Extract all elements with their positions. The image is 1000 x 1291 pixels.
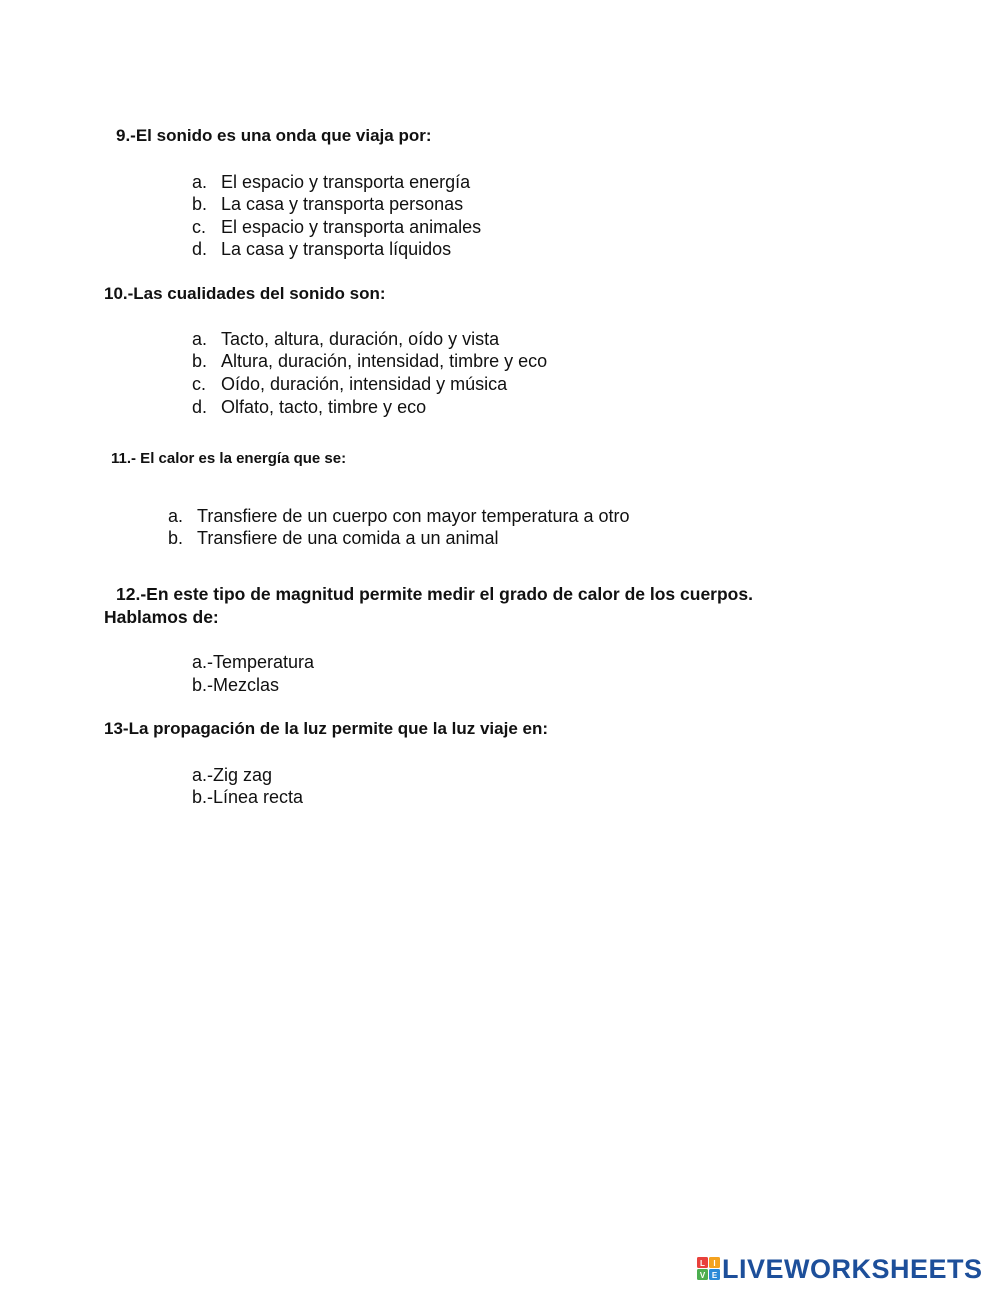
logo-tile-i-text: I bbox=[713, 1259, 716, 1268]
question-9-title: 9.-El sonido es una onda que viaja por: bbox=[116, 126, 432, 145]
option-letter: b. bbox=[192, 194, 208, 214]
option-text: El espacio y transporta animales bbox=[221, 217, 482, 237]
question-13-option-a: a.-Zig zag bbox=[192, 765, 273, 785]
option-text: Transfiere de un cuerpo con mayor temperatura a otro bbox=[197, 506, 630, 526]
logo-tile-v-text: V bbox=[699, 1271, 706, 1280]
question-10-option-c bbox=[192, 373, 507, 395]
option-text: Olfato, tacto, timbre y eco bbox=[221, 397, 427, 417]
option-letter: c. bbox=[192, 374, 207, 394]
option-text: Oído, duración, intensidad y música bbox=[221, 374, 508, 394]
option-letter: b. bbox=[168, 528, 184, 548]
question-9-option-c bbox=[192, 216, 481, 238]
logo-text: LIVEWORKSHEETS bbox=[722, 1254, 983, 1284]
option-text: El espacio y transporta energía bbox=[221, 172, 471, 192]
question-13-title: 13-La propagación de la luz permite que la luz viaje en: bbox=[104, 719, 549, 738]
question-10-option-a bbox=[192, 328, 499, 350]
liveworksheets-logo bbox=[697, 1253, 983, 1285]
logo-tile-l-text: L bbox=[700, 1259, 705, 1268]
option-letter: a. bbox=[192, 172, 208, 192]
option-text: Transfiere de una comida a un animal bbox=[197, 528, 499, 548]
option-letter: c. bbox=[192, 217, 207, 237]
option-letter: a. bbox=[192, 329, 208, 349]
question-11-title: 11.- El calor es la energía que se: bbox=[111, 450, 347, 467]
logo-tile-e-text: E bbox=[711, 1271, 718, 1280]
question-13-option-b: b.-Línea recta bbox=[192, 787, 304, 807]
question-11-option-b bbox=[168, 527, 499, 549]
question-12-option-a: a.-Temperatura bbox=[192, 652, 315, 672]
question-12-title-continued: Hablamos de: bbox=[104, 607, 219, 627]
question-10-option-b bbox=[192, 350, 547, 372]
question-11-option-a bbox=[168, 505, 630, 527]
option-letter: b. bbox=[192, 351, 208, 371]
option-letter: a. bbox=[168, 506, 184, 526]
question-9-option-b bbox=[192, 193, 463, 215]
option-text: La casa y transporta líquidos bbox=[221, 239, 452, 259]
logo-tiles-icon bbox=[697, 1257, 721, 1281]
question-10-title: 10.-Las cualidades del sonido son: bbox=[104, 284, 386, 303]
question-12-option-b: b.-Mezclas bbox=[192, 675, 280, 695]
option-letter: d. bbox=[192, 239, 208, 259]
option-text: Altura, duración, intensidad, timbre y eco bbox=[221, 351, 548, 371]
question-9-option-a bbox=[192, 171, 470, 193]
question-10-option-d bbox=[192, 396, 426, 418]
option-text: La casa y transporta personas bbox=[221, 194, 464, 214]
option-text: Tacto, altura, duración, oído y vista bbox=[221, 329, 500, 349]
option-letter: d. bbox=[192, 397, 208, 417]
question-12-title: 12.-En este tipo de magnitud permite medir el grado de calor de los cuerpos. bbox=[116, 584, 753, 604]
question-9-option-d bbox=[192, 238, 451, 260]
